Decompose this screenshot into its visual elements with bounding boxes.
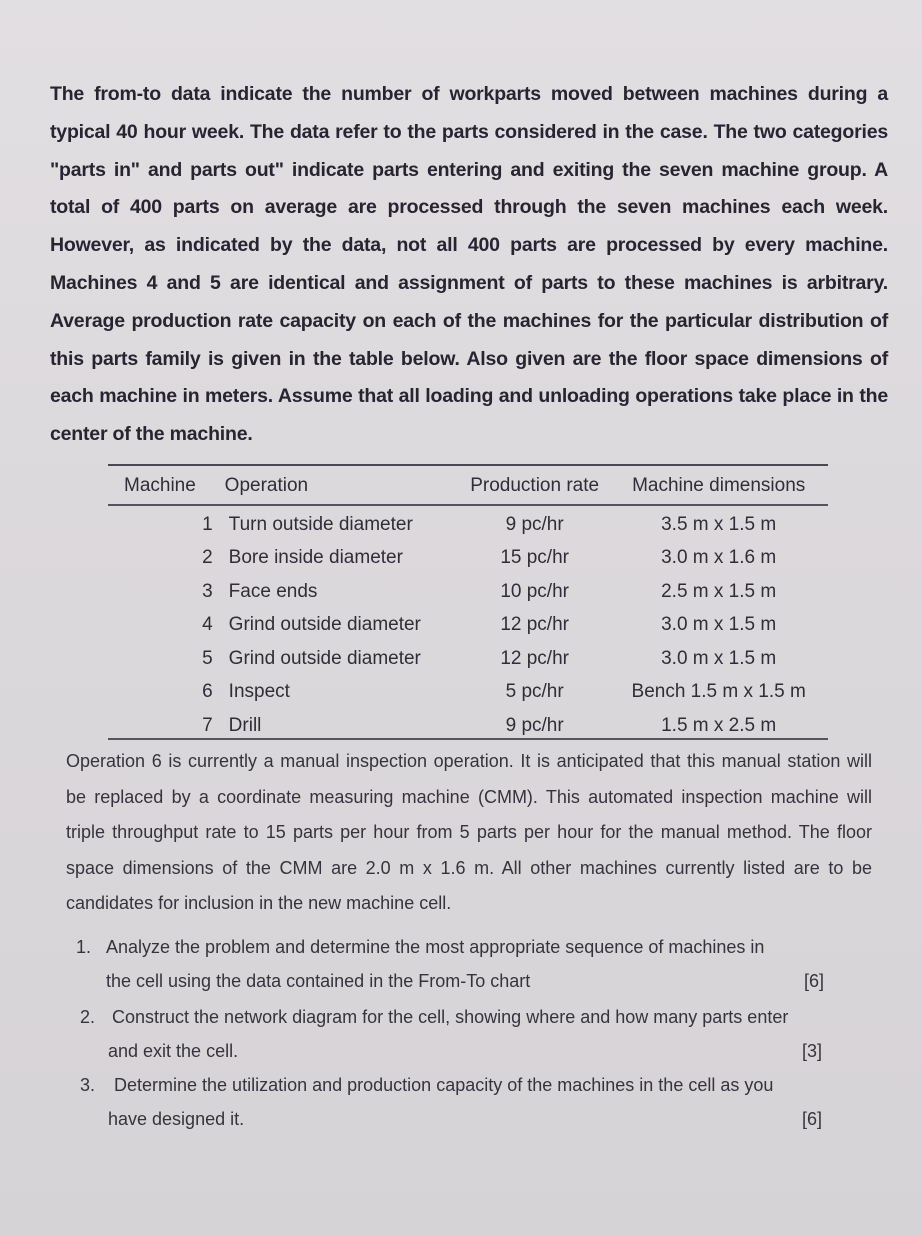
cell-rate: 15 pc/hr	[500, 547, 569, 569]
cell-rate: 12 pc/hr	[500, 614, 569, 636]
header-operation: Operation	[224, 475, 309, 496]
cell-operation: Grind outside diameter	[228, 614, 421, 636]
cell-dims: Bench 1.5 m x 1.5 m	[631, 681, 806, 703]
cell-operation: Face ends	[228, 580, 318, 602]
cell-rate: 9 pc/hr	[505, 714, 564, 736]
table-row	[108, 575, 828, 609]
cell-machine: 7	[202, 714, 213, 736]
cell-operation: Drill	[228, 714, 262, 736]
cell-dims: 3.5 m x 1.5 m	[661, 513, 777, 535]
question-marks: [6]	[802, 1109, 823, 1129]
header-production-rate: Production rate	[470, 475, 600, 496]
cell-machine: 1	[202, 513, 213, 535]
question-text: Construct the network diagram for the cell, showing where and how many parts enter	[112, 1007, 789, 1027]
cell-operation: Inspect	[228, 681, 290, 703]
cmm-paragraph: Operation 6 is currently a manual inspection operation. It is anticipated that this manual station will be replaced by a coordinate measuring machine (CMM). This automated inspection machine will triple throughput rate to 15 parts per hour from 5 parts per hour for the manual method. The floor space dimensions of the CMM are 2.0 m x 1.6 m. All other machines currently listed are to be candidates for inclusion in the new machine cell.	[66, 751, 872, 913]
cell-rate: 12 pc/hr	[500, 647, 569, 669]
cell-dims: 3.0 m x 1.6 m	[661, 547, 777, 569]
question-number: 2.	[80, 1007, 96, 1027]
table-row	[108, 609, 828, 643]
table-top-rule	[108, 464, 828, 466]
question-text-continued: have designed it.	[108, 1109, 245, 1129]
intro-paragraph: The from-to data indicate the number of workparts moved between machines during a typical 40 hour week. The data refer to the parts considered in the case. The two categories "parts in" and parts out" indicate parts entering and exiting the seven machine group. A total of 400 parts on average are processed through the seven machines each week. However, as indicated by the data, not all 400 parts are processed by every machine. Machines 4 and 5 are identical and assignment of parts to these machines is arbitrary. Average production rate capacity on each of the machines for the particular distribution of this parts family is given in the table below. Also given are the floor space dimensions of each machine in meters. Assume that all loading and unloading operations take place in the center of the machine.	[50, 83, 888, 446]
table-header-row	[108, 468, 828, 504]
question-marks: [3]	[802, 1041, 823, 1061]
table-row	[108, 676, 828, 710]
machine-data-table	[108, 468, 828, 743]
cell-machine: 2	[202, 547, 213, 569]
question-item	[80, 1068, 880, 1136]
cell-rate: 10 pc/hr	[500, 580, 569, 602]
question-number: 3.	[80, 1075, 96, 1095]
table-row	[108, 504, 828, 542]
cell-machine: 3	[202, 580, 213, 602]
cell-dims: 3.0 m x 1.5 m	[661, 647, 777, 669]
question-number: 1.	[76, 937, 92, 957]
question-marks: [6]	[804, 971, 825, 991]
cell-dims: 2.5 m x 1.5 m	[661, 580, 777, 602]
table-row	[108, 642, 828, 676]
cell-dims: 1.5 m x 2.5 m	[661, 714, 777, 736]
question-text-continued: and exit the cell.	[108, 1041, 239, 1061]
cell-operation: Turn outside diameter	[228, 513, 413, 535]
cell-rate: 5 pc/hr	[505, 681, 564, 703]
question-item	[76, 930, 876, 998]
question-text-continued: the cell using the data contained in the From-To chart	[106, 971, 531, 991]
header-machine: Machine	[124, 475, 196, 496]
table-row	[108, 709, 828, 743]
cell-dims: 3.0 m x 1.5 m	[661, 614, 777, 636]
cell-rate: 9 pc/hr	[505, 513, 564, 535]
cell-operation: Bore inside diameter	[228, 547, 403, 569]
cell-machine: 6	[202, 681, 213, 703]
question-text: Determine the utilization and production capacity of the machines in the cell as you	[114, 1075, 774, 1095]
cell-machine: 4	[202, 614, 213, 636]
question-text: Analyze the problem and determine the most appropriate sequence of machines in	[106, 937, 765, 957]
cell-machine: 5	[202, 647, 213, 669]
cell-operation: Grind outside diameter	[228, 647, 421, 669]
question-item	[80, 1000, 880, 1068]
header-machine-dimensions: Machine dimensions	[632, 475, 806, 496]
table-row	[108, 542, 828, 576]
